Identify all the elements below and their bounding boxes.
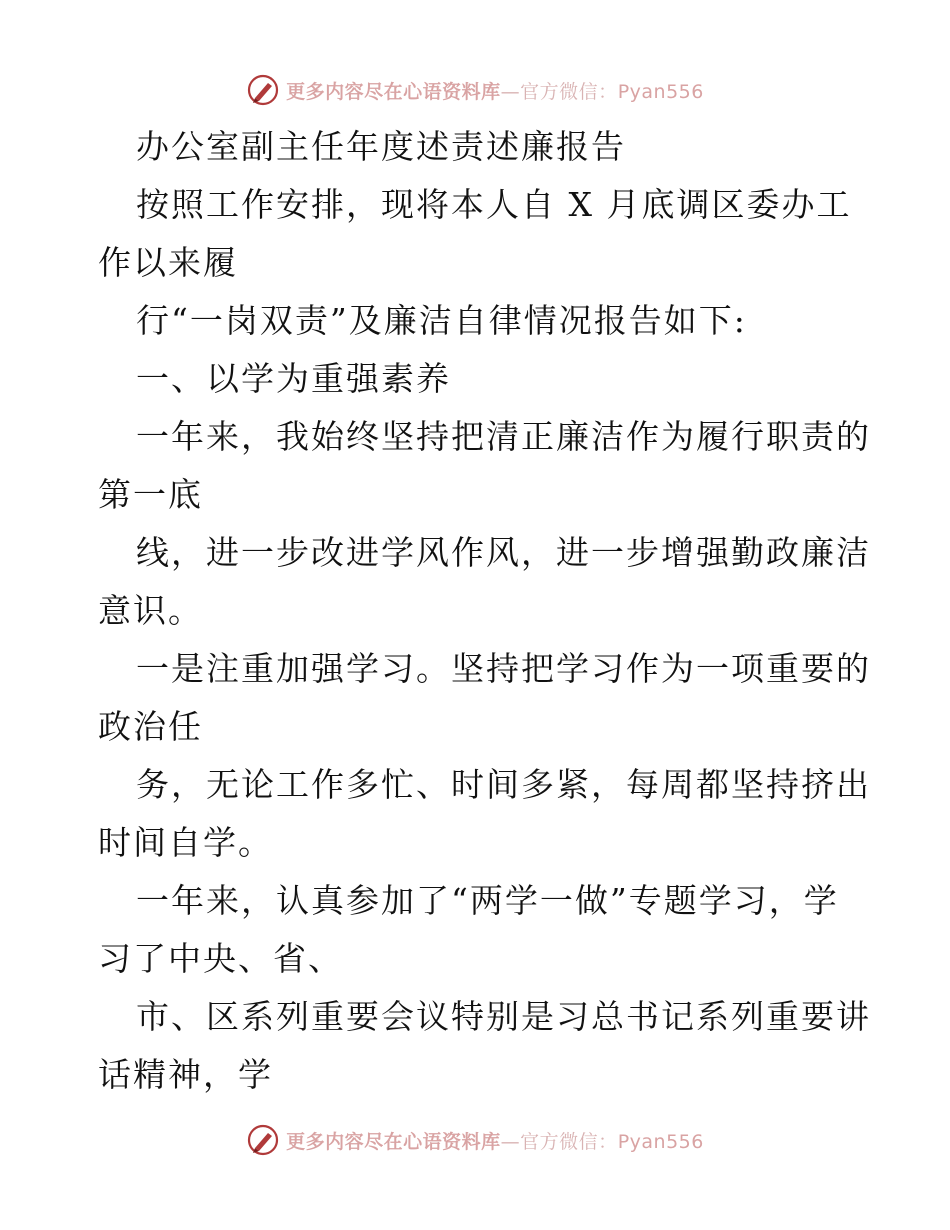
document-body [98, 118, 871, 1104]
footer-banner [0, 1120, 950, 1160]
banner-account-text: Pyan556 [617, 80, 704, 103]
banner-text [286, 1127, 704, 1154]
paragraph-line: 线，进一步改进学风作风，进一步增强勤政廉洁 [136, 533, 871, 572]
paragraph-line: 市、区系列重要会议特别是习总书记系列重要讲 [136, 997, 871, 1036]
banner-text [286, 77, 704, 104]
banner-inner [246, 1123, 704, 1157]
banner-tail-text: —官方微信： [500, 1130, 618, 1153]
paragraph-line: 话精神，学 [98, 1055, 273, 1094]
paragraph-line: 行“一岗双责”及廉洁自律情况报告如下: [136, 301, 747, 340]
paragraph-line: 时间自学。 [98, 823, 273, 862]
pen-circle-logo-icon [246, 73, 280, 107]
paragraph-line: 一是注重加强学习。坚持把学习作为一项重要的 [136, 649, 871, 688]
paragraph-line: 第一底 [98, 475, 203, 514]
banner-tail-text: —官方微信： [500, 80, 618, 103]
paragraph-line: 一年来，认真参加了“两学一做”专题学习，学 [136, 881, 839, 920]
banner-lead-text: 更多内容尽在心语资料库 [286, 1130, 501, 1153]
paragraph-line: 务，无论工作多忙、时间多紧，每周都坚持挤出 [136, 765, 871, 804]
banner-lead-text: 更多内容尽在心语资料库 [286, 80, 501, 103]
paragraph-line: 作以来履 [98, 243, 238, 282]
banner-inner [246, 73, 704, 107]
paragraph-line: 意识。 [98, 591, 203, 630]
section-heading: 一、以学为重强素养 [136, 359, 451, 398]
pen-circle-logo-icon [246, 1123, 280, 1157]
banner-account-text: Pyan556 [617, 1130, 704, 1153]
paragraph-line: 政治任 [98, 707, 203, 746]
header-banner [0, 70, 950, 110]
paragraph-line: 习了中央、省、 [98, 939, 343, 978]
paragraph-line: 一年来，我始终坚持把清正廉洁作为履行职责的 [136, 417, 871, 456]
paragraph-line: 按照工作安排，现将本人自 X 月底调区委办工 [136, 185, 852, 224]
document-title: 办公室副主任年度述责述廉报告 [136, 127, 626, 166]
